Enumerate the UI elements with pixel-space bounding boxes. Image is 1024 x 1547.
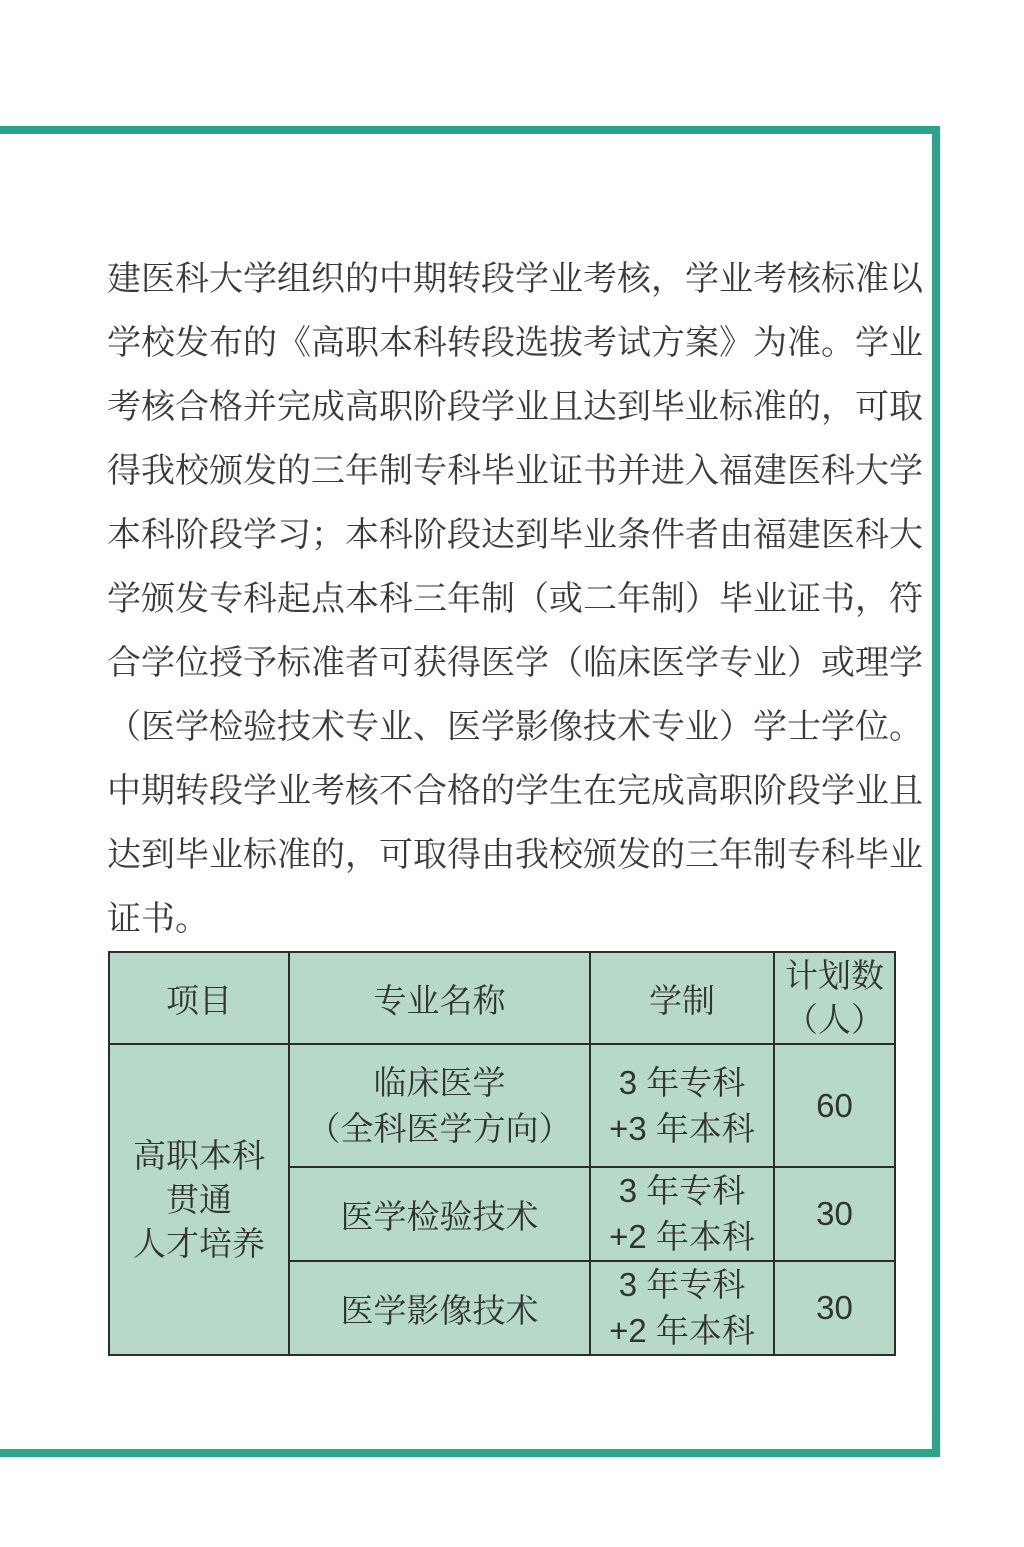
body-paragraph xyxy=(107,247,923,951)
schooling-line: 3 年专科 xyxy=(618,1063,746,1101)
header-project: 项目 xyxy=(109,952,289,1044)
enrollment-plan-table xyxy=(108,951,896,1356)
major-name-cell: 医学检验技术 xyxy=(289,1167,590,1261)
program-category-cell xyxy=(109,1044,289,1355)
paragraph-line: 达到毕业标准的，可取得由我校颁发的三年制专科毕业 xyxy=(107,836,923,874)
program-line: 人才培养 xyxy=(133,1224,265,1262)
paragraph-line: 证书。 xyxy=(107,900,209,938)
paragraph-line: 考核合格并完成高职阶段学业且达到毕业标准的，可取 xyxy=(107,388,923,426)
paragraph-line: 学颁发专科起点本科三年制（或二年制）毕业证书，符 xyxy=(107,580,923,618)
paragraph-line: （医学检验技术专业、医学影像技术专业）学士学位。 xyxy=(107,708,923,746)
schooling-cell xyxy=(590,1261,774,1355)
paragraph-line: 合学位授予标准者可获得医学（临床医学专业）或理学 xyxy=(107,644,923,682)
major-name-cell: 医学影像技术 xyxy=(289,1261,590,1355)
header-plan-count-line: （人） xyxy=(785,1001,884,1038)
plan-count-cell: 30 xyxy=(774,1167,895,1261)
paragraph-line: 学校发布的《高职本科转段选拔考试方案》为准。学业 xyxy=(107,324,923,362)
schooling-line: +2 年本科 xyxy=(609,1312,755,1349)
header-major-name: 专业名称 xyxy=(289,952,590,1044)
schooling-cell xyxy=(590,1167,774,1261)
header-schooling: 学制 xyxy=(590,952,774,1044)
table-header-row xyxy=(109,952,895,1044)
plan-count-cell: 30 xyxy=(774,1261,895,1355)
header-plan-count xyxy=(774,952,895,1044)
table-row xyxy=(109,1044,895,1167)
schooling-line: 3 年专科 xyxy=(618,1266,746,1303)
major-name-cell xyxy=(289,1044,590,1167)
paragraph-line: 本科阶段学习；本科阶段达到毕业条件者由福建医科大 xyxy=(107,516,923,554)
program-line: 高职本科 xyxy=(133,1136,265,1174)
paragraph-line: 中期转段学业考核不合格的学生在完成高职阶段学业且 xyxy=(107,772,923,810)
paragraph-line: 得我校颁发的三年制专科毕业证书并进入福建医科大学 xyxy=(107,452,923,490)
schooling-line: 3 年专科 xyxy=(618,1172,746,1209)
schooling-line: +3 年本科 xyxy=(609,1109,755,1147)
header-plan-count-line: 计划数 xyxy=(785,957,884,994)
schooling-line: +2 年本科 xyxy=(609,1218,755,1255)
paragraph-line: 建医科大学组织的中期转段学业考核，学业考核标准以 xyxy=(107,260,923,298)
major-line: （全科医学方向） xyxy=(307,1109,572,1147)
major-line: 临床医学 xyxy=(373,1063,506,1101)
schooling-cell xyxy=(590,1044,774,1167)
program-line: 贯通 xyxy=(166,1180,232,1218)
plan-count-cell: 60 xyxy=(774,1044,895,1167)
